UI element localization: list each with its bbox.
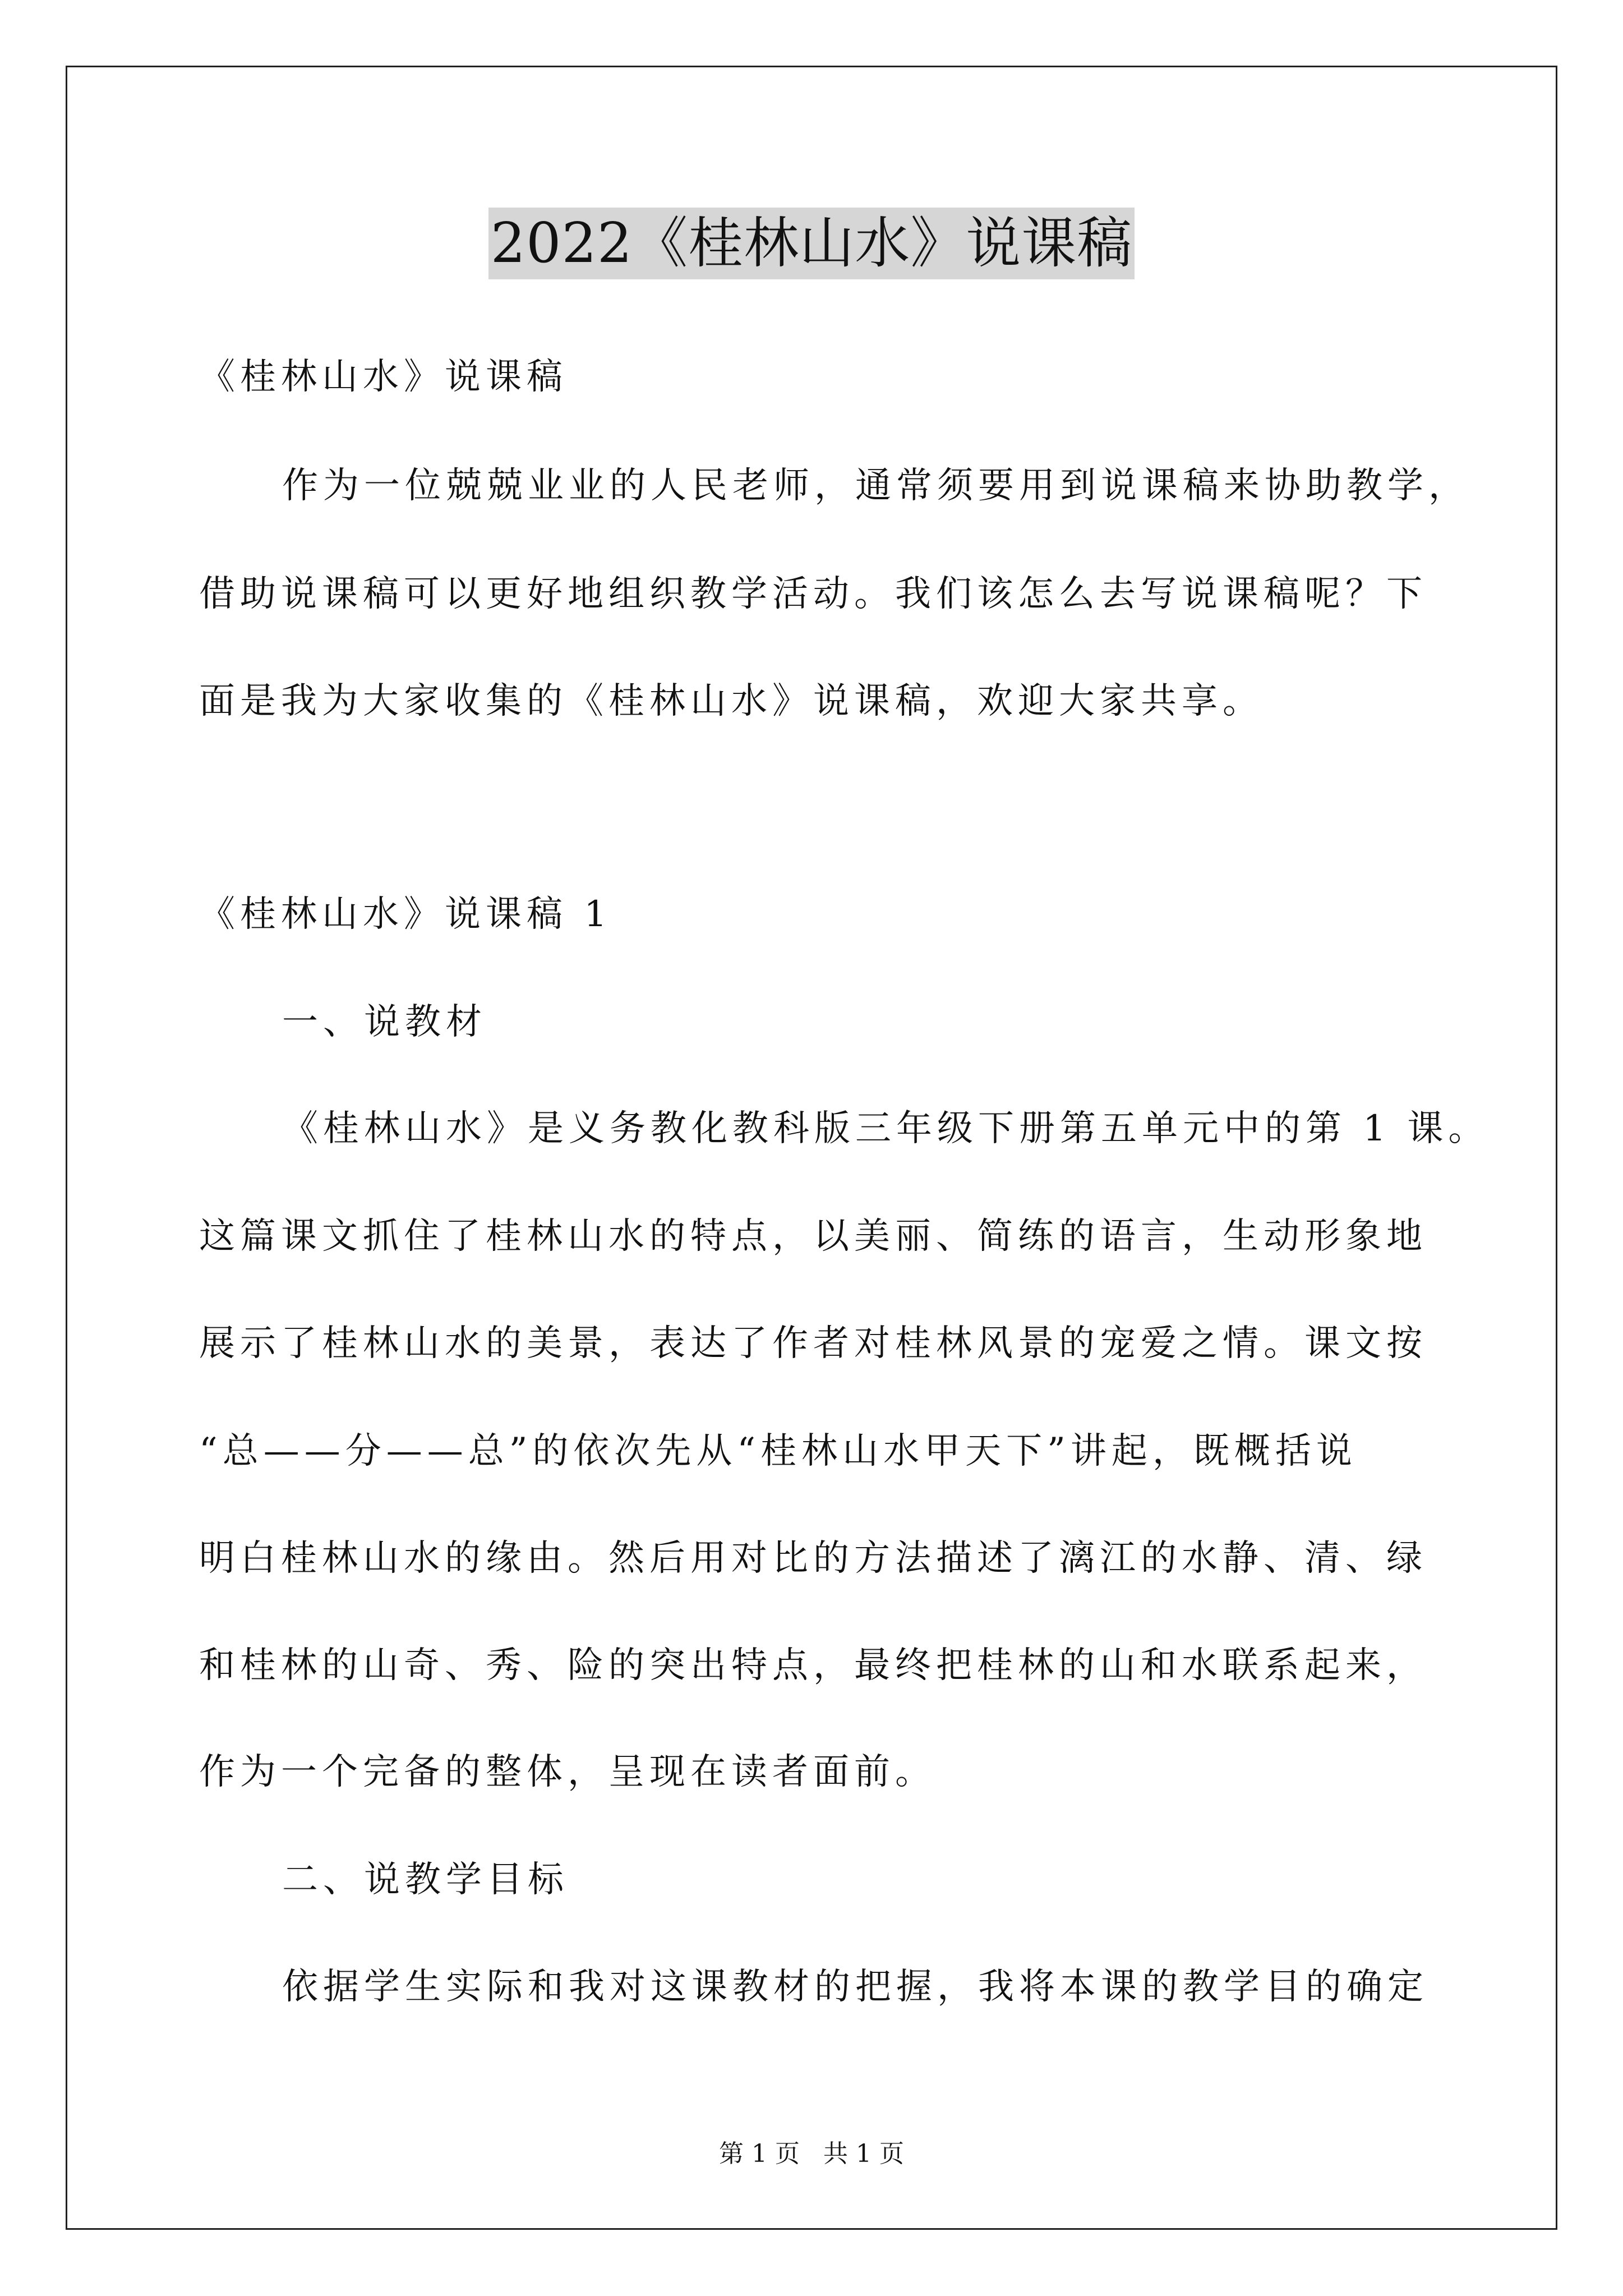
paragraph-line: 展示了桂林山水的美景，表达了作者对桂林风景的宠爱之情。课文按 [199,1323,1427,1364]
paragraph-line: 这篇课文抓住了桂林山水的特点，以美丽、简练的语言，生动形象地 [199,1216,1427,1257]
paragraph-line: 明白桂林山水的缘由。然后用对比的方法描述了漓江的水静、清、绿 [199,1538,1427,1579]
paragraph-line: 依据学生实际和我对这课教材的把握，我将本课的教学目的确定 [282,1966,1428,2008]
title-container [0,208,1623,279]
subsection-heading: 二、说教学目标 [282,1859,569,1901]
paragraph-line: 和桂林的山奇、秀、险的突出特点，最终把桂林的山和水联系起来， [199,1645,1427,1686]
subsection-heading: 一、说教材 [282,1001,487,1043]
document-title: 2022《桂林山水》说课稿 [488,208,1135,279]
paragraph-line: 《桂林山水》是义务教化教科版三年级下册第五单元中的第 1 课。 [282,1108,1490,1149]
paragraph-line: 作为一位兢兢业业的人民老师，通常须要用到说课稿来协助教学， [282,465,1469,507]
subtitle-line: 《桂林山水》说课稿 [199,356,568,398]
paragraph-line: 作为一个完备的整体，呈现在读者面前。 [199,1751,936,1793]
paragraph-line: “总——分——总”的依次先从“桂林山水甲天下”讲起，既概括说 [199,1430,1357,1472]
paragraph-line: 面是我为大家收集的《桂林山水》说课稿，欢迎大家共享。 [199,680,1264,722]
paragraph-line: 借助说课稿可以更好地组织教学活动。我们该怎么去写说课稿呢？下 [199,573,1427,615]
page-footer: 第 1 页 共 1 页 [719,2139,904,2168]
section-heading: 《桂林山水》说课稿 1 [199,894,612,935]
